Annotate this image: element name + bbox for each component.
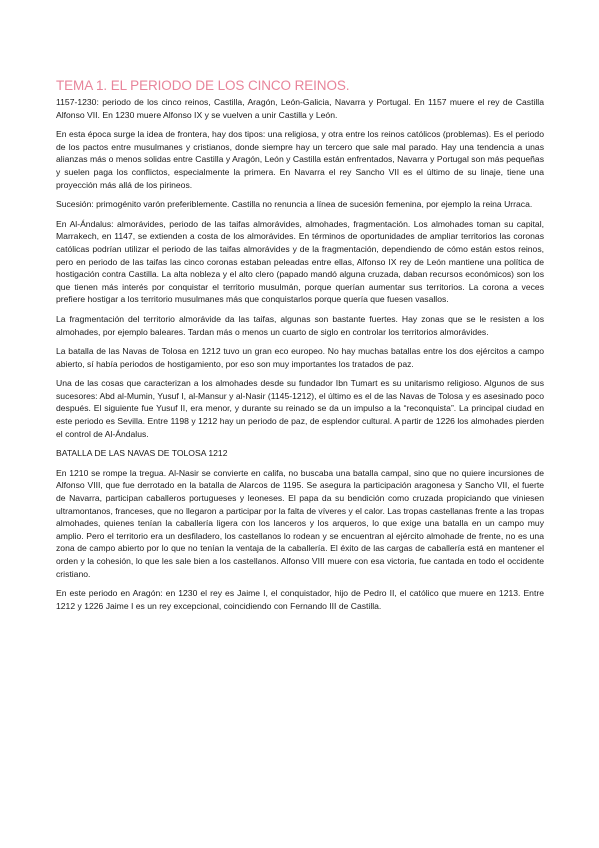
paragraph-navas-eco: La batalla de las Navas de Tolosa en 1212 tuvo un gran eco europeo. No hay muchas batallas entre los dos ejércitos a campo abierto, sí había periodos de hostigamiento, por eso son muy importantes los tratados de paz. <box>56 346 544 369</box>
paragraph-tregua: En 1210 se rompe la tregua. Al-Nasir se convierte en califa, no buscaba una batalla campal, sino que no quiere incursiones de Alfonso VIII, que fue derrotado en la batalla de Alarcos de 1195. Se asegura la participación aragonesa y Sancho VII, el fuerte de Navarra, participan caballeros portugueses y leoneses. El papa da su bendición como cruzada propiciando que viniesen ultramontanos, franceses, que no llegaron a participar por la falta de víveres y el calor. Las tropas castellanas frente a las tropas almohades, quienes tenían la caballería ligera con los lanceros y los arqueros, lo que exige una batalla en un campo muy amplio. Pero el territorio era un desfiladero, los castellanos lo rodean y se encuentran al ejército almohade de frente, no es una zona de campo abierto por lo que no tenían la ventaja de la caballería. El éxito de las cargas de caballería está en mantener el orden y la cohesión, lo que les sale bien a los castellanos. Alfonso VIII muere con esa victoria, fue cantada en todo el occidente cristiano. <box>56 467 544 579</box>
document-body <box>56 78 544 619</box>
paragraph-aragon: En este periodo en Aragón: en 1230 el rey es Jaime I, el conquistador, hijo de Pedro II, el católico que muere en 1213. Entre 1212 y 1226 Jaime I es un rey excepcional, coincidiendo con Fernando III de Castilla. <box>56 588 544 611</box>
paragraph-fragmentacion: La fragmentación del territorio almorávide da las taifas, algunas son bastante fuertes. Hay zonas que se le resisten a los almohades, por ejemplo baleares. Tardan más o menos un cuarto de siglo en controlar los territorios almorávides. <box>56 313 544 337</box>
paragraph-periodo: 1157-1230: periodo de los cinco reinos, Castilla, Aragón, León-Galicia, Navarra y Portugal. En 1157 muere el rey de Castilla Alfonso VII. En 1230 muere Alfonso IX y se vuelven a unir Castilla y León. <box>56 97 544 120</box>
paragraph-frontera: En esta época surge la idea de frontera, hay dos tipos: una religiosa, y otra entre los reinos católicos (problemas). Es el periodo de los pactos entre musulmanes y cristianos, donde siempre hay un tercero que sale mal parado. Hay una tendencia a unas alianzas más o menos solidas entre Castilla y Aragón, León y Castilla están enfrentados, Navarra y Portugal son más pequeñas y suelen paga los conflictos, especialmente la primera. En Navarra el rey Sancho VII es el último de su linaje, tiene una proyección más allá de los pirineos. <box>56 129 544 190</box>
paragraph-al-andalus: En Al-Ándalus: almorávides, periodo de las taifas almorávides, almohades, fragmentación. Los almohades toman su capital, Marrakech, en 1147, se extienden a costa de los almorávides. En términos de oportunidades de ampliar territorios las coronas católicas podrían utilizar el periodo de las taifas almorávides y de la fragmentación, dependiendo de cómo están estos reinos, pero en periodo de las taifas las cinco coronas estaban peleadas entre ellas, Alfonso IX rey de León mantiene una política de hostigación contra Castilla. La alta nobleza y el alto clero (papado mandó alguna cruzada, daban recursos económicos) son los que tienen más interés por conquistar el territorio musulmán, porque querían aumentar sus territorios. La corona a veces prefiere hostigar a los territorio musulmanes más que conquistarlos porque quería que fuesen vasallos. <box>56 218 544 305</box>
section-heading-batalla: BATALLA DE LAS NAVAS DE TOLOSA 1212 <box>56 448 228 459</box>
paragraph-almohades: Una de las cosas que caracterizan a los almohades desde su fundador Ibn Tumart es su unitarismo religioso. Algunos de sus sucesores: Abd al-Mumin, Yusuf I, al-Mansur y al-Nasir (1145-1212), el último es el de las Navas de Tolosa y es asesinado poco después. El siguiente fue Yusuf II, era menor, y durante su reinado se da un impulso a la “reconquista”. La principal ciudad en este periodo es Sevilla. Entre 1198 y 1212 hay un periodo de paz, de esplendor cultural. A partir de 1226 los almohades pierden el control de Al-Ándalus. <box>56 378 544 439</box>
document-title: TEMA 1. EL PERIODO DE LOS CINCO REINOS. <box>56 78 350 93</box>
paragraph-sucesion: Sucesión: primogénito varón preferiblemente. Castilla no renuncia a línea de sucesión femenina, por ejemplo la reina Urraca. <box>56 199 533 210</box>
